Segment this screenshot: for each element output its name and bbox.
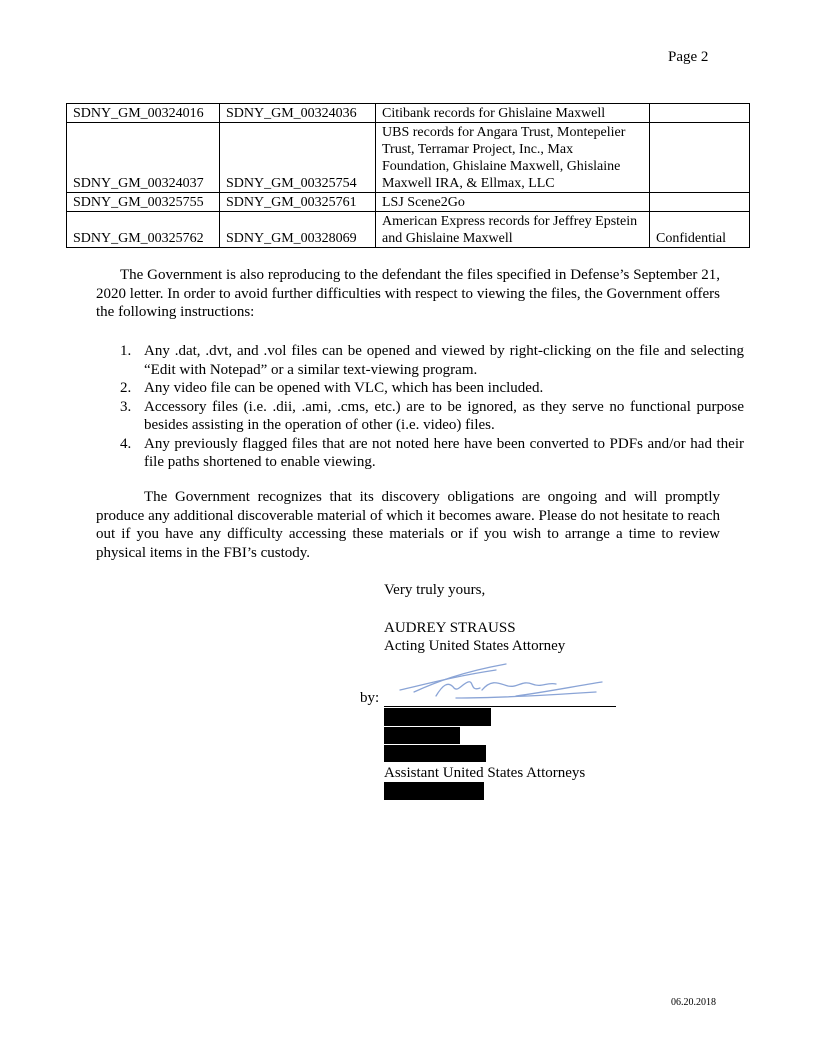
signatory-title: Acting United States Attorney <box>384 638 566 654</box>
list-item-text: Any previously flagged files that are not noted here have been converted to PDFs and/or had their file paths shortened to enable viewing. <box>144 435 744 470</box>
list-item-number: 3. <box>120 398 132 415</box>
begin-bates-cell: SDNY_GM_00324037 <box>67 123 220 193</box>
table-row <box>67 123 750 193</box>
description-cell: American Express records for Jeffrey Epstein and Ghislaine Maxwell <box>376 212 650 248</box>
table-row <box>67 212 750 248</box>
page-number: Page 2 <box>668 49 709 65</box>
end-bates-cell: SDNY_GM_00325761 <box>220 193 376 212</box>
begin-bates-cell: SDNY_GM_00324016 <box>67 104 220 123</box>
signatory-name: AUDREY STRAUSS <box>384 620 516 636</box>
list-item <box>120 379 744 398</box>
redaction-block <box>384 708 491 726</box>
footer-date: 06.20.2018 <box>671 997 716 1008</box>
by-label: by: <box>360 690 380 706</box>
designation-cell <box>650 123 750 193</box>
list-item-text: Accessory files (i.e. .dii, .ami, .cms, etc.) are to be ignored, as they serve no functional purpose besides assisting in the operation of other (i.e. video) files. <box>144 398 744 433</box>
table-row <box>67 193 750 212</box>
list-item-number: 4. <box>120 435 132 452</box>
table-row <box>67 104 750 123</box>
signatory-role: Assistant United States Attorneys <box>384 765 586 781</box>
list-item <box>120 435 744 472</box>
list-item-number: 1. <box>120 343 132 359</box>
end-bates-cell: SDNY_GM_00328069 <box>220 212 376 248</box>
list-item <box>120 342 744 379</box>
description-cell: LSJ Scene2Go <box>376 193 650 212</box>
signature-line <box>384 706 616 707</box>
list-item-number: 2. <box>120 380 132 396</box>
begin-bates-cell: SDNY_GM_00325762 <box>67 212 220 248</box>
designation-cell: Confidential <box>650 212 750 248</box>
instructions-list <box>120 342 744 472</box>
begin-bates-cell: SDNY_GM_00325755 <box>67 193 220 212</box>
handwritten-signature <box>396 662 606 706</box>
closing-salutation: Very truly yours, <box>384 582 486 598</box>
list-item-text: Any video file can be opened with VLC, which has been included. <box>144 380 544 396</box>
end-bates-cell: SDNY_GM_00324036 <box>220 104 376 123</box>
description-cell: UBS records for Angara Trust, Montepelier Trust, Terramar Project, Inc., Max Foundation, Ghislaine Maxwell, Ghislaine Maxwell IRA, & Ellmax, LLC <box>376 123 650 193</box>
reproduction-paragraph: The Government is also reproducing to the defendant the files specified in Defense’s September 21, 2020 letter. In order to avoid further difficulties with respect to viewing the files, the Government offers the following instructions: <box>96 267 720 320</box>
discovery-obligations-paragraph: The Government recognizes that its discovery obligations are ongoing and will promptly produce any additional discoverable material of which it becomes aware. Please do not hesitate to reach out if you have any difficulty accessing these materials or if you wish to arrange a time to review physical items in the FBI’s custody. <box>96 489 720 561</box>
production-table <box>66 103 750 248</box>
designation-cell <box>650 193 750 212</box>
description-cell: Citibank records for Ghislaine Maxwell <box>376 104 650 123</box>
list-item-text: Any .dat, .dvt, and .vol files can be opened and viewed by right-clicking on the file and selecting “Edit with Notepad” or a similar text-viewing program. <box>144 343 744 378</box>
redaction-block <box>384 727 460 744</box>
designation-cell <box>650 104 750 123</box>
end-bates-cell: SDNY_GM_00325754 <box>220 123 376 193</box>
redaction-block <box>384 782 484 800</box>
list-item <box>120 398 744 435</box>
redaction-block <box>384 745 486 762</box>
